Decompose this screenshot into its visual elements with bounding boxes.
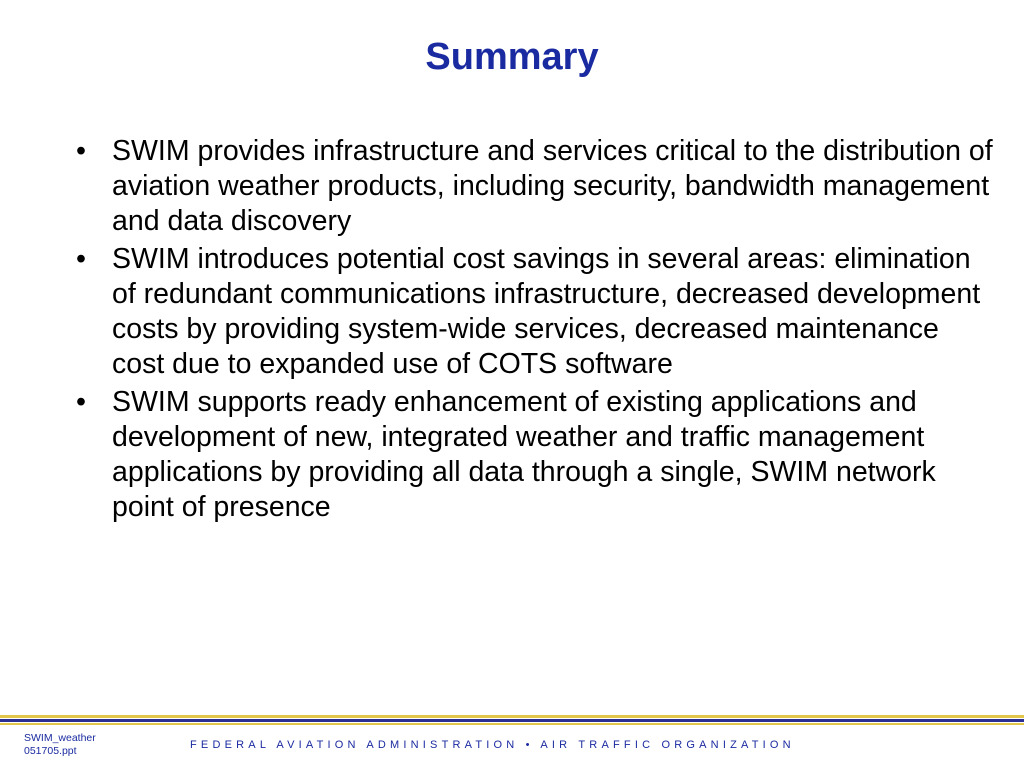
bullet-dot-icon: • — [76, 243, 86, 275]
bullet-dot-icon: • — [76, 386, 86, 418]
bullet-list — [76, 134, 996, 528]
file-name-line-2: 051705.ppt — [24, 745, 77, 757]
bullet-text: SWIM provides infrastructure and services critical to the distribution of aviation weather products, including security, bandwidth management and data discovery — [112, 135, 993, 237]
footer-rule-gold-bottom — [0, 723, 1024, 725]
organization-footer: FEDERAL AVIATION ADMINISTRATION • AIR TRAFFIC ORGANIZATION — [190, 739, 795, 751]
bullet-item — [76, 134, 996, 239]
bullet-item — [76, 385, 996, 525]
bullet-item — [76, 242, 996, 382]
file-name-line-1: SWIM_weather — [24, 732, 96, 744]
file-name-label — [24, 732, 96, 758]
slide-title: Summary — [425, 36, 599, 78]
bullet-text: SWIM introduces potential cost savings in several areas: elimination of redundant communications infrastructure, decreased development costs by providing system-wide services, decreased maintenance cost due to expanded use of COTS software — [112, 243, 981, 380]
footer-rule-gold-top — [0, 715, 1024, 718]
bullet-text: SWIM supports ready enhancement of existing applications and development of new, integrated weather and traffic management applications by providing all data through a single, SWIM network point of presence — [112, 386, 936, 523]
bullet-dot-icon: • — [76, 135, 86, 167]
footer-rule-navy — [0, 719, 1024, 722]
